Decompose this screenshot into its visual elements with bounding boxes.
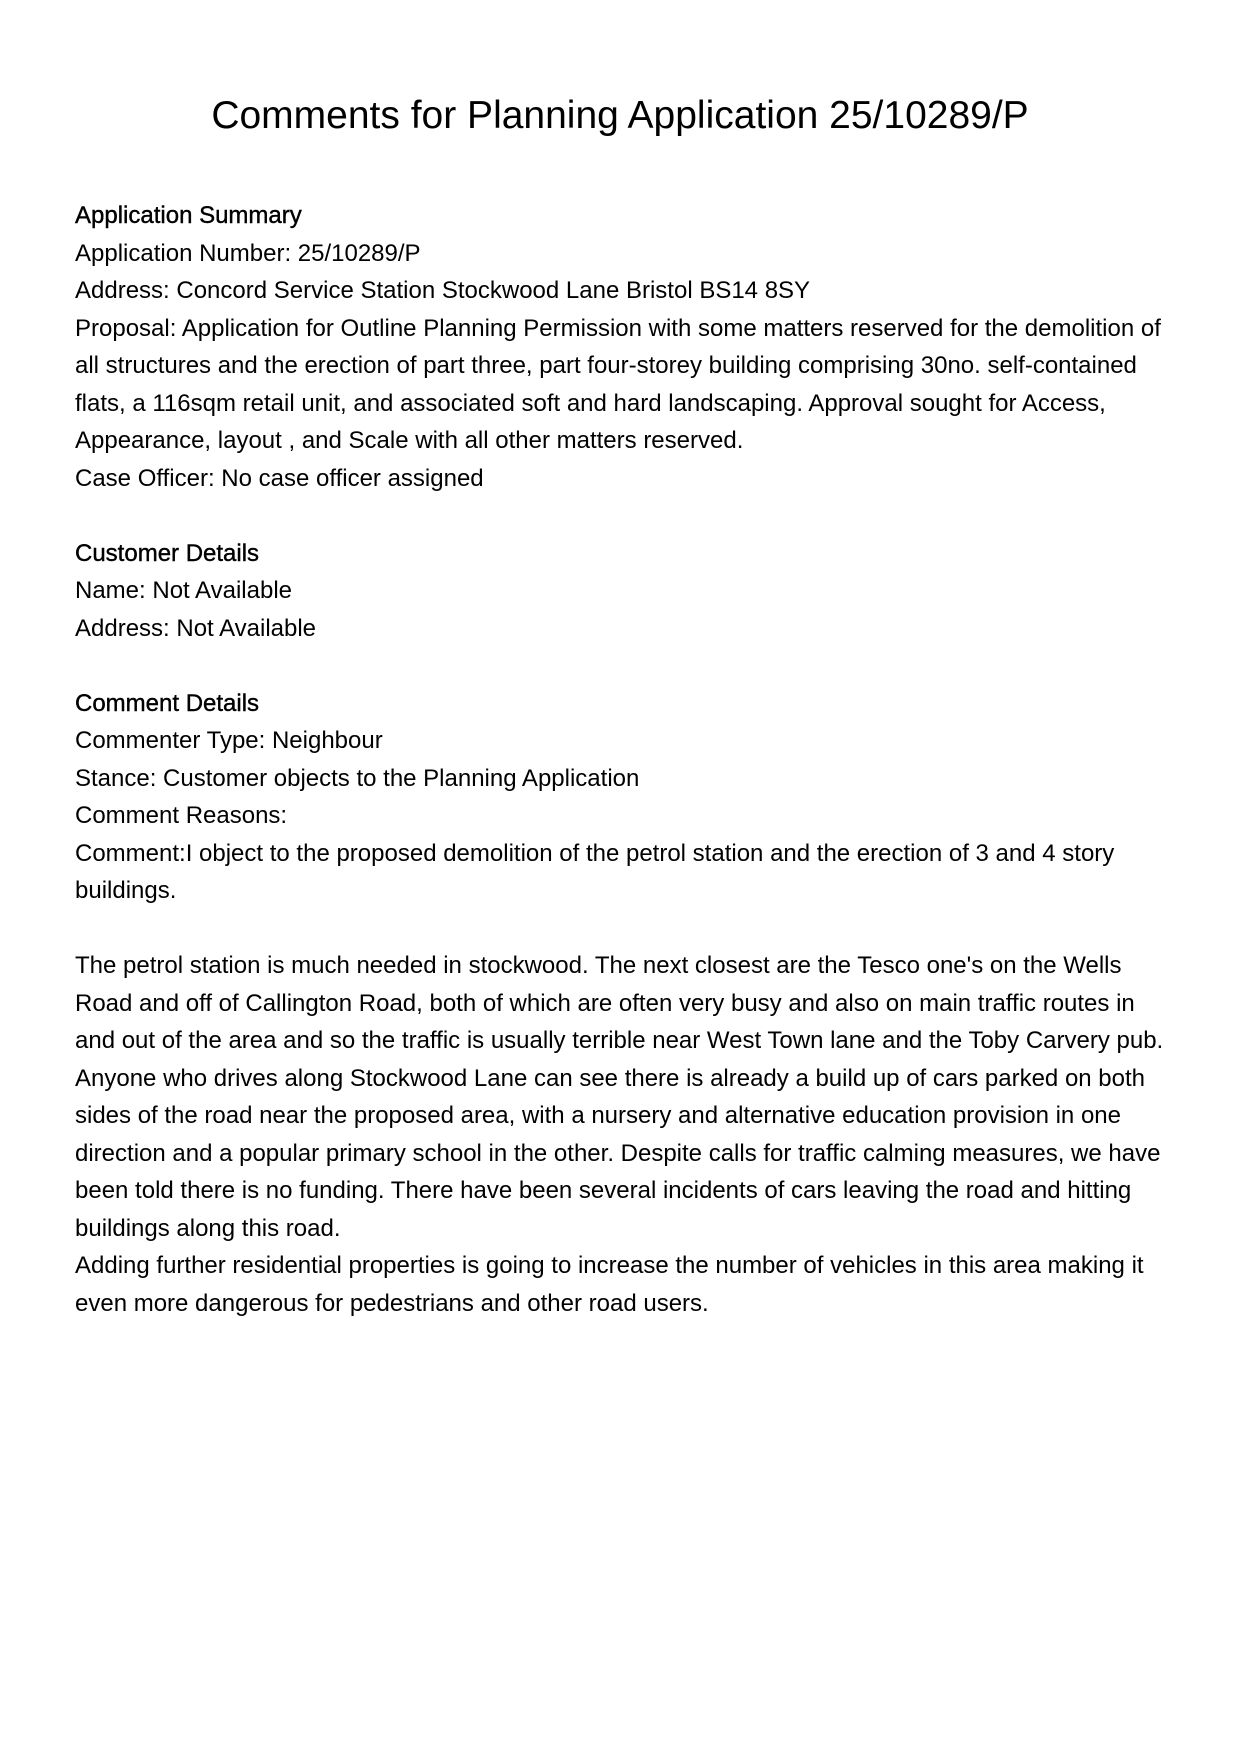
comment-reasons: Comment Reasons: [75, 802, 288, 829]
case-officer: Case Officer: No case officer assigned [75, 464, 484, 492]
comment-paragraph: Adding further residential properties is going to increase the number of vehicles in this area making it even more dangerous for pedestrians and other road users. [75, 1252, 1144, 1317]
application-summary-section [75, 197, 1175, 497]
customer-details-heading: Customer Details [75, 539, 260, 567]
customer-address: Address: Not Available [75, 614, 317, 642]
comment-details-heading: Comment Details [75, 689, 260, 717]
comment-intro: Comment:I object to the proposed demolition of the petrol station and the erection of 3 and 4 story buildings. [75, 839, 1115, 904]
application-number: Application Number: 25/10289/P [75, 239, 421, 267]
application-proposal: Proposal: Application for Outline Planning Permission with some matters reserved for the demolition of all structures and the erection of part three, part four-storey building comprising 30no. self-contained flats, a 116sqm retail unit, and associated soft and hard landscaping. Approval sought for Access, Appearance, layout , and Scale with all other matters reserved. [75, 314, 1161, 454]
comment-stance: Stance: Customer objects to the Planning Application [75, 764, 640, 792]
customer-details-section [75, 535, 1175, 648]
comment-paragraph: Anyone who drives along Stockwood Lane can see there is already a build up of cars parked on both sides of the road near the proposed area, with a nursery and alternative education provision in one direction and a popular primary school in the other. Despite calls for traffic calming measures, we have been told there is no funding. There have been several incidents of cars leaving the road and hitting buildings along this road. [75, 1064, 1161, 1242]
application-address: Address: Concord Service Station Stockwood Lane Bristol BS14 8SY [75, 277, 811, 304]
comment-details-section [75, 685, 1175, 1323]
customer-name: Name: Not Available [75, 577, 293, 604]
commenter-type: Commenter Type: Neighbour [75, 727, 383, 754]
paragraph-spacer [75, 910, 1175, 948]
document-body [75, 197, 1175, 1360]
application-summary-heading: Application Summary [75, 202, 302, 229]
page-title: Comments for Planning Application 25/10289/P [211, 94, 1029, 137]
comment-paragraph: The petrol station is much needed in stockwood. The next closest are the Tesco one's on the Wells Road and off of Callington Road, both of which are often very busy and also on main traffic routes in and out of the area and so the traffic is usually terrible near West Town lane and the Toby Carvery pub. [75, 952, 1164, 1054]
